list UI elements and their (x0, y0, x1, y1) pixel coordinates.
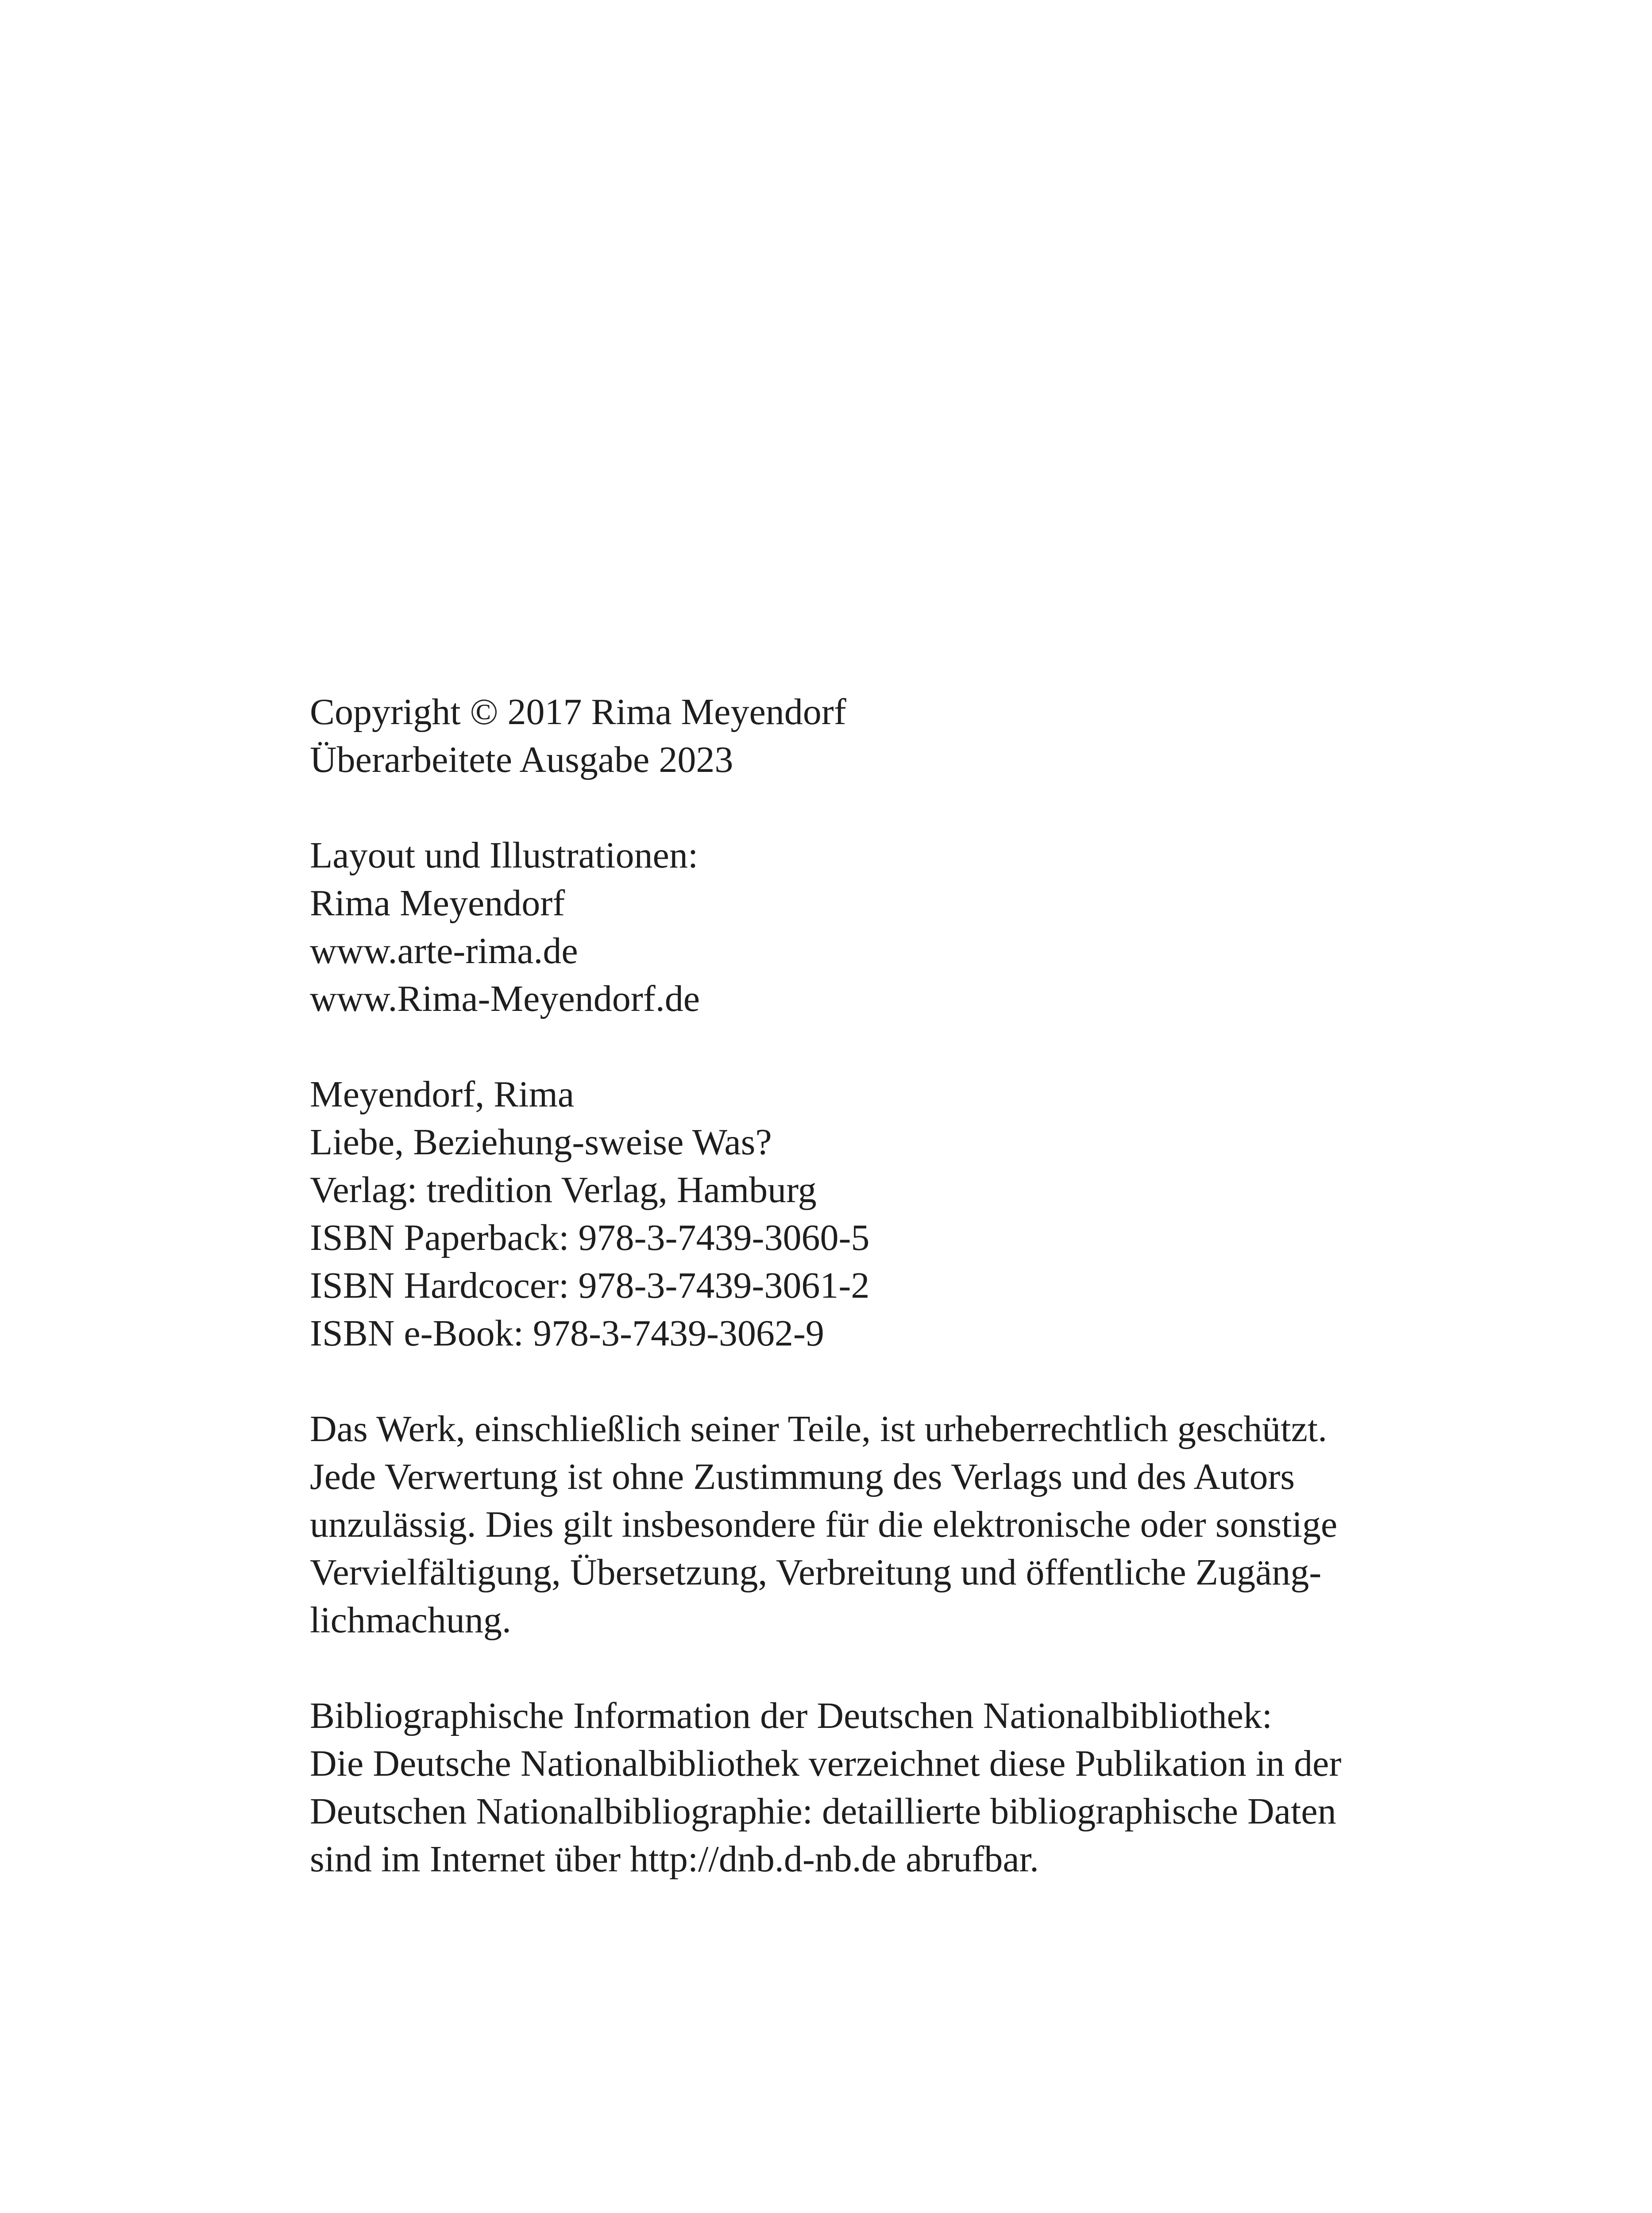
bibliography-line: Die Deutsche Nationalbibliothek verzeichnet diese Publikation in der (310, 1743, 1342, 1784)
isbn-hardcover-line: ISBN Hardcocer: 978-3-7439-3061-2 (310, 1265, 870, 1306)
rights-line: Jede Verwertung ist ohne Zustimmung des Verlags und des Autors (310, 1456, 1295, 1497)
rights-line: lichmachung. (310, 1600, 511, 1641)
credits-heading: Layout und Illustrationen: (310, 835, 699, 876)
credits-name: Rima Meyendorf (310, 883, 565, 924)
bibliography-heading: Bibliographische Information der Deutschen Nationalbibliothek: (310, 1695, 1273, 1736)
copyright-section (310, 688, 1483, 784)
rights-line: Vervielfältigung, Übersetzung, Verbreitung und öffentliche Zugäng- (310, 1552, 1322, 1593)
website-link-arte-rima[interactable]: www.arte-rima.de (310, 930, 578, 972)
bibliography-section (310, 1692, 1483, 1883)
copyright-line: Copyright © 2017 Rima Meyendorf (310, 691, 846, 733)
rights-line: unzulässig. Dies gilt insbesondere für die elektronische oder sonstige (310, 1504, 1338, 1545)
publisher-line: Verlag: tredition Verlag, Hamburg (310, 1169, 817, 1211)
credits-section (310, 832, 1483, 1023)
bibliography-line: sind im Internet über http://dnb.d-nb.de abrufbar. (310, 1839, 1039, 1880)
edition-line: Überarbeitete Ausgabe 2023 (310, 739, 733, 780)
book-title-line: Liebe, Beziehung-sweise Was? (310, 1122, 772, 1163)
bibliography-line: Deutschen Nationalbibliographie: detaillierte bibliographische Daten (310, 1791, 1336, 1832)
isbn-paperback-line: ISBN Paperback: 978-3-7439-3060-5 (310, 1217, 870, 1258)
rights-line: Das Werk, einschließlich seiner Teile, ist urheberrechtlich geschützt. (310, 1408, 1328, 1450)
imprint-text-block (310, 688, 1483, 1931)
website-link-rima-meyendorf[interactable]: www.Rima-Meyendorf.de (310, 978, 700, 1019)
publication-section (310, 1071, 1483, 1357)
author-line: Meyendorf, Rima (310, 1074, 575, 1115)
isbn-ebook-line: ISBN e-Book: 978-3-7439-3062-9 (310, 1313, 824, 1354)
rights-section (310, 1405, 1483, 1644)
